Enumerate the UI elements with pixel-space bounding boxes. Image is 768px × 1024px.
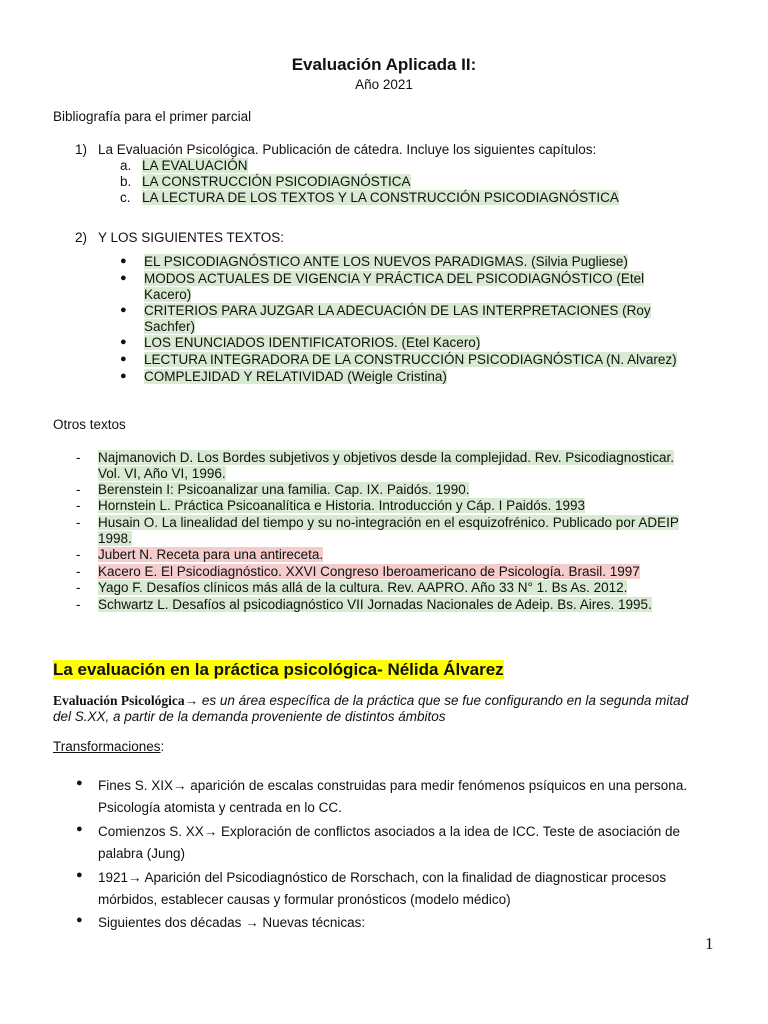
- reference-entry: Yago F. Desafíos clínicos más allá de la cultura. Rev. AAPRO. Año 33 N° 1. Bs As. 2012.: [98, 580, 628, 595]
- chapter-letter: b.: [120, 174, 132, 189]
- reference-entry: Schwartz L. Desafíos al psicodiagnóstico VII Jornadas Nacionales de Adeip. Bs. Aires. 1995.: [98, 597, 652, 612]
- section-heading: La evaluación en la práctica psicológica- Nélida Álvarez: [53, 660, 504, 679]
- item-2-text: Y LOS SIGUIENTES TEXTOS:: [98, 230, 285, 245]
- bullet-dot-icon: ●: [76, 823, 83, 835]
- reference-entry: Najmanovich D. Los Bordes subjetivos y objetivos desde la complejidad. Rev. Psicodiagnosticar.: [98, 450, 675, 465]
- definition-text-cont: del S.XX, a partir de la demanda proveniente de distintos ámbitos: [53, 709, 446, 724]
- dash-marker-icon: -: [76, 515, 81, 530]
- chapter-letter: c.: [120, 190, 131, 205]
- dash-marker-icon: -: [76, 597, 81, 612]
- chapter-letter: a.: [120, 158, 132, 173]
- transformation-item: Fines S. XIX→ aparición de escalas construidas para medir fenómenos psíquicos en una persona.: [98, 778, 688, 793]
- text-entry: LOS ENUNCIADOS IDENTIFICATORIOS. (Etel Kacero): [144, 335, 481, 350]
- text-entry: COMPLEJIDAD Y RELATIVIDAD (Weigle Cristina): [144, 369, 447, 384]
- text-entry: EL PSICODIAGNÓSTICO ANTE LOS NUEVOS PARADIGMAS. (Silvia Pugliese): [144, 254, 628, 269]
- dash-marker-icon: -: [76, 450, 81, 465]
- text-entry: MODOS ACTUALES DE VIGENCIA Y PRÁCTICA DEL PSICODIAGNÓSTICO (Etel: [144, 271, 645, 286]
- bullet-dot-icon: ●: [120, 370, 127, 382]
- text-entry: LECTURA INTEGRADORA DE LA CONSTRUCCIÓN PSICODIAGNÓSTICA (N. Alvarez): [144, 352, 677, 367]
- reference-entry: Berenstein I: Psicoanalizar una familia. Cap. IX. Paidós. 1990.: [98, 482, 470, 497]
- reference-entry: Jubert N. Receta para una antireceta.: [98, 547, 324, 562]
- bullet-dot-icon: ●: [76, 914, 83, 926]
- definition-text: es un área específica de la práctica que se fue configurando en la segunda mitad: [198, 693, 689, 708]
- chapter-title: LA LECTURA DE LOS TEXTOS Y LA CONSTRUCCIÓN PSICODIAGNÓSTICA: [142, 190, 619, 205]
- list-number-1: 1): [75, 142, 88, 157]
- item-1-text: La Evaluación Psicológica. Publicación de cátedra. Incluye los siguientes capítulos:: [98, 142, 597, 157]
- bullet-dot-icon: ●: [120, 272, 127, 284]
- dash-marker-icon: -: [76, 482, 81, 497]
- page-number: 1: [705, 934, 714, 953]
- transformation-item: Comienzos S. XX→ Exploración de conflictos asociados a la idea de ICC. Teste de asociación de: [98, 824, 681, 839]
- dash-marker-icon: -: [76, 580, 81, 595]
- bullet-dot-icon: ●: [120, 255, 127, 267]
- transformation-item-cont: mórbidos, establecer causas y formular pronósticos (modelo médico): [98, 892, 511, 907]
- colon: :: [160, 739, 165, 754]
- bullet-dot-icon: ●: [120, 336, 127, 348]
- definition-term: Evaluación Psicológica: [53, 693, 185, 708]
- reference-entry-cont: 1998.: [98, 531, 132, 546]
- reference-entry: Kacero E. El Psicodiagnóstico. XXVI Congreso Iberoamericano de Psicología. Brasil. 1997: [98, 564, 640, 579]
- text-entry-cont: Sachfer): [144, 319, 196, 334]
- reference-entry: Husain O. La linealidad del tiempo y su no-integración en el esquizofrénico. Publicado por ADEIP: [98, 515, 679, 530]
- transformation-item: 1921→ Aparición del Psicodiagnóstico de Rorschach, con la finalidad de diagnosticar procesos: [98, 870, 667, 885]
- transformaciones-heading: Transformaciones: [53, 739, 161, 754]
- transformation-item-cont: Psicología atomista y centrada en lo CC.: [98, 800, 342, 815]
- document-year: Año 2021: [355, 77, 413, 92]
- transformation-item: Siguientes dos décadas → Nuevas técnicas:: [98, 915, 366, 930]
- reference-entry: Hornstein L. Práctica Psicoanalítica e Historia. Introducción y Cáp. I Paidós. 1993: [98, 498, 585, 513]
- list-number-2: 2): [75, 230, 88, 245]
- dash-marker-icon: -: [76, 564, 81, 579]
- dash-marker-icon: -: [76, 547, 81, 562]
- document-title: Evaluación Aplicada II:: [291, 55, 477, 74]
- other-texts-heading: Otros textos: [53, 417, 126, 432]
- chapter-title: LA EVALUACIÓN: [142, 158, 248, 173]
- bullet-dot-icon: ●: [76, 777, 83, 789]
- text-entry-cont: Kacero): [144, 287, 192, 302]
- arrow-icon: →: [184, 693, 199, 708]
- bullet-dot-icon: ●: [120, 353, 127, 365]
- bullet-dot-icon: ●: [76, 869, 83, 881]
- chapter-title: LA CONSTRUCCIÓN PSICODIAGNÓSTICA: [142, 174, 411, 189]
- transformation-item-cont: palabra (Jung): [98, 846, 186, 861]
- bullet-dot-icon: ●: [120, 304, 127, 316]
- dash-marker-icon: -: [76, 498, 81, 513]
- bibliography-heading: Bibliografía para el primer parcial: [53, 109, 252, 124]
- reference-entry-cont: Vol. VI, Año VI, 1996.: [98, 466, 226, 481]
- text-entry: CRITERIOS PARA JUZGAR LA ADECUACIÓN DE LAS INTERPRETACIONES (Roy: [144, 303, 651, 318]
